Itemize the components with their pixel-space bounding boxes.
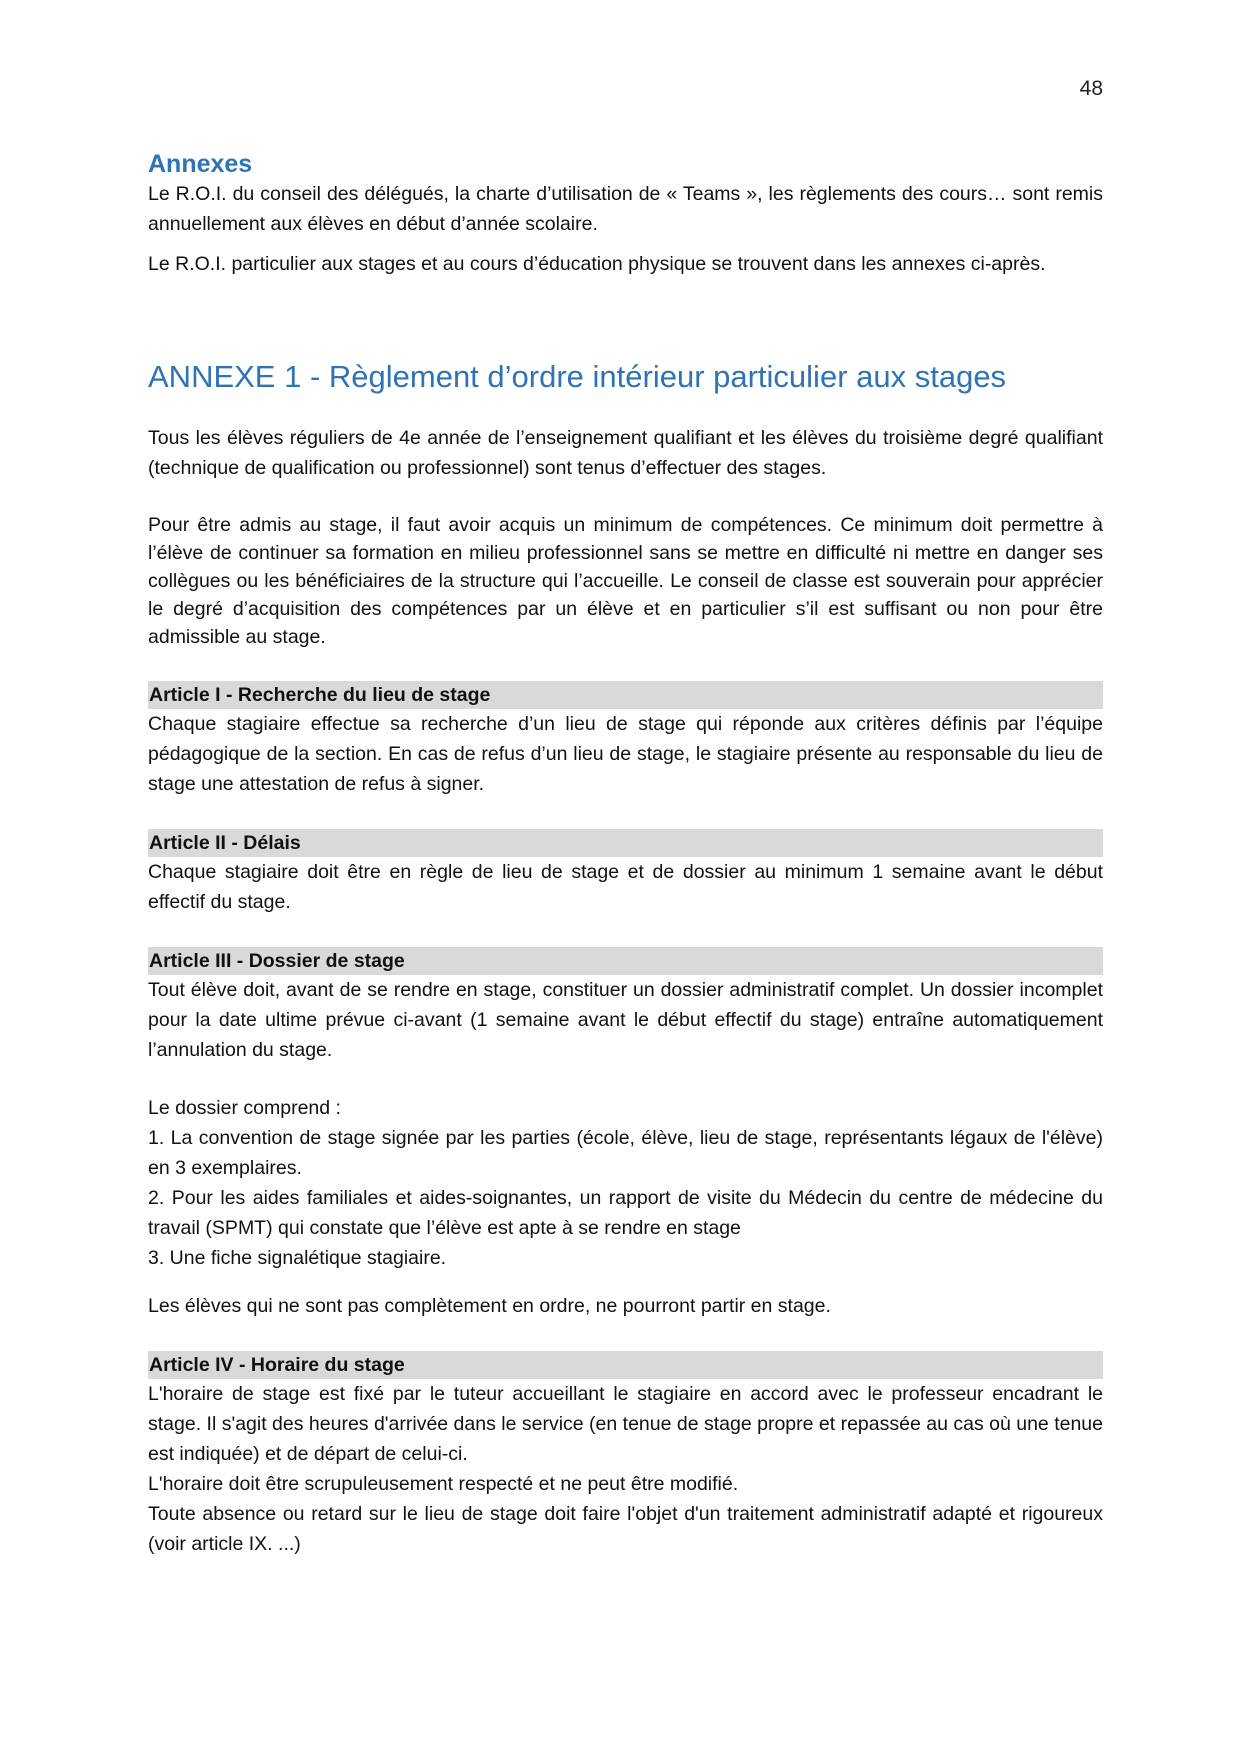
article-2-heading: Article II - Délais	[148, 829, 1103, 857]
article-3-list-intro: Le dossier comprend :	[148, 1097, 341, 1119]
article-3-list-item-2: 2. Pour les aides familiales et aides-soignantes, un rapport de visite du Médecin du centre de médecine du travail (SPMT) qui constate que l’élève est apte à se rendre en stage	[148, 1187, 1103, 1239]
page-number: 48	[1079, 77, 1103, 100]
annexes-heading: Annexes	[148, 150, 253, 178]
article-2-text: Chaque stagiaire doit être en règle de lieu de stage et de dossier au minimum 1 semaine avant le début effectif du stage.	[148, 861, 1103, 913]
article-4-line-3: Toute absence ou retard sur le lieu de stage doit faire l'objet d'un traitement administratif adapté et rigoureux (voir article IX. ...)	[148, 1503, 1103, 1555]
article-3-text: Tout élève doit, avant de se rendre en stage, constituer un dossier administratif complet. Un dossier incomplet pour la date ultime prévue ci-avant (1 semaine avant le début effectif du stage) entraîne automatiquement l’annulation du stage.	[148, 979, 1103, 1061]
article-3-heading: Article III - Dossier de stage	[148, 947, 1103, 975]
annex1-title: ANNEXE 1 - Règlement d’ordre intérieur particulier aux stages	[148, 359, 1007, 394]
article-1	[148, 681, 1103, 799]
article-3-closing: Les élèves qui ne sont pas complètement en ordre, ne pourront partir en stage.	[148, 1295, 831, 1317]
article-2	[148, 829, 1103, 917]
article-4	[148, 1351, 1103, 1559]
annex1-intro-paragraph-2: Pour être admis au stage, il faut avoir acquis un minimum de compétences. Ce minimum doit permettre à l’élève de continuer sa formation en milieu professionnel sans se mettre en difficulté ni mettre en danger ses collègues ou les bénéficiaires de la structure qui l’accueille. Le conseil de classe est souverain pour apprécier le degré d’acquisition des compétences par un élève et en particulier s’il est suffisant ou non pour être admissible au stage.	[148, 514, 1103, 648]
annexes-paragraph-1: Le R.O.I. du conseil des délégués, la charte d’utilisation de « Teams », les règlements des cours… sont remis annuellement aux élèves en début d’année scolaire.	[148, 183, 1103, 235]
article-3-list-item-3: 3. Une fiche signalétique stagiaire.	[148, 1247, 447, 1269]
annex1-intro-paragraph-1: Tous les élèves réguliers de 4e année de l’enseignement qualifiant et les élèves du troisième degré qualifiant (technique de qualification ou professionnel) sont tenus d’effectuer des stages.	[148, 427, 1103, 479]
article-4-line-2: L'horaire doit être scrupuleusement respecté et ne peut être modifié.	[148, 1473, 739, 1495]
article-4-line-1: L'horaire de stage est fixé par le tuteur accueillant le stagiaire en accord avec le professeur encadrant le stage. Il s'agit des heures d'arrivée dans le service (en tenue de stage propre et repassée au cas où une tenue est indiquée) et de départ de celui-ci.	[148, 1383, 1103, 1465]
article-1-text: Chaque stagiaire effectue sa recherche d’un lieu de stage qui réponde aux critères définis par l’équipe pédagogique de la section. En cas de refus d’un lieu de stage, le stagiaire présente au responsable du lieu de stage une attestation de refus à signer.	[148, 713, 1103, 795]
article-4-heading: Article IV - Horaire du stage	[148, 1351, 1103, 1379]
article-1-heading: Article I - Recherche du lieu de stage	[148, 681, 1103, 709]
article-3-list-item-1: 1. La convention de stage signée par les parties (école, élève, lieu de stage, représentants légaux de l'élève) en 3 exemplaires.	[148, 1127, 1103, 1179]
spacer	[148, 1065, 1103, 1093]
page-content	[148, 150, 1103, 1559]
annexes-paragraph-2: Le R.O.I. particulier aux stages et au cours d’éducation physique se trouvent dans les annexes ci-après.	[148, 253, 1046, 275]
article-3	[148, 947, 1103, 1321]
